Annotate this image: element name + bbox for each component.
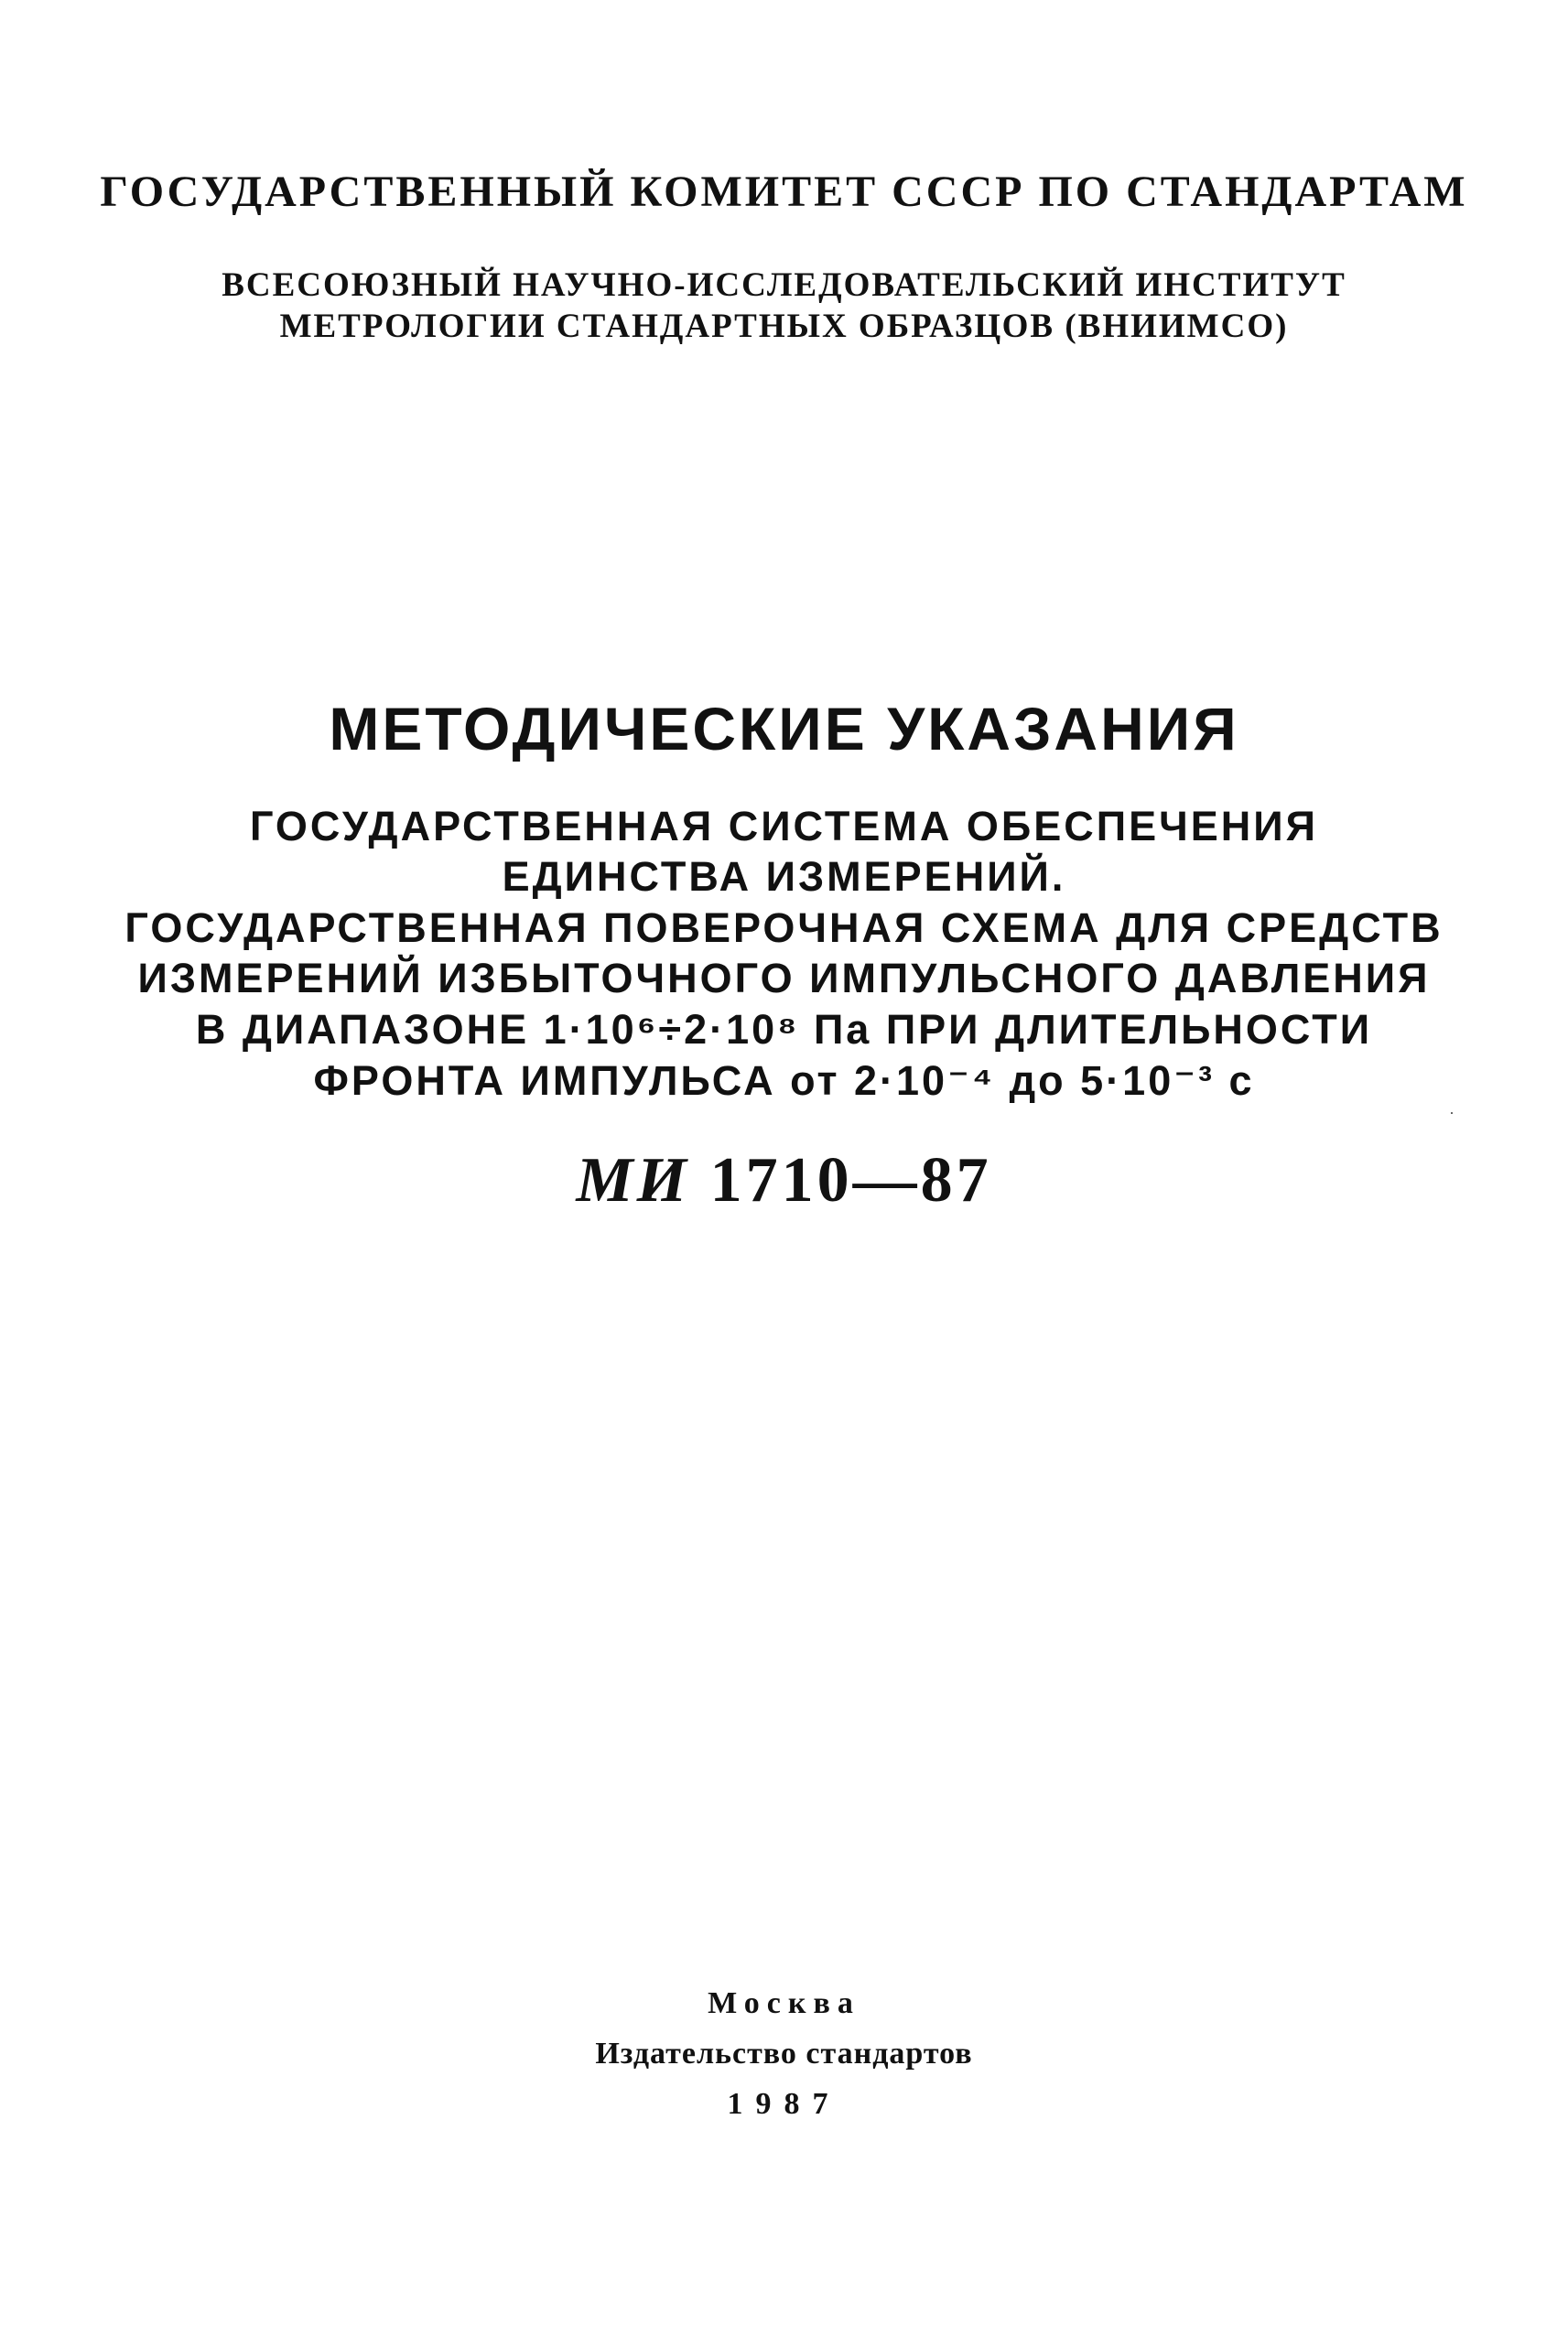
title-line-1: ГОСУДАРСТВЕННАЯ СИСТЕМА ОБЕСПЕЧЕНИЯ <box>250 803 1318 849</box>
imprint-city: Москва <box>708 1986 860 2020</box>
imprint-year: 1987 <box>727 2087 841 2121</box>
imprint-publisher: Издательство стандартов <box>595 2037 973 2071</box>
title-line-6: ФРОНТА ИМПУЛЬСА от 2·10⁻⁴ до 5·10⁻³ с <box>313 1057 1255 1104</box>
title-line-2: ЕДИНСТВА ИЗМЕРЕНИЙ. <box>502 853 1066 900</box>
designation-prefix: МИ <box>576 1145 691 1216</box>
document-type: МЕТОДИЧЕСКИЕ УКАЗАНИЯ <box>329 695 1239 762</box>
institute-name-line-1: ВСЕСОЮЗНЫЙ НАУЧНО-ИССЛЕДОВАТЕЛЬСКИЙ ИНСТИТУТ <box>222 266 1346 304</box>
document-designation <box>0 1144 1568 1217</box>
designation-number: 1710—87 <box>709 1145 992 1216</box>
committee-name: ГОСУДАРСТВЕННЫЙ КОМИТЕТ СССР ПО СТАНДАРТАМ <box>100 168 1468 216</box>
institute-name-line-2: МЕТРОЛОГИИ СТАНДАРТНЫХ ОБРАЗЦОВ (ВНИИМСО) <box>279 308 1289 345</box>
title-line-5: В ДИАПАЗОНЕ 1·10⁶÷2·10⁸ Па ПРИ ДЛИТЕЛЬНОСТИ <box>195 1006 1373 1053</box>
scan-speck <box>1451 1112 1453 1114</box>
title-line-4: ИЗМЕРЕНИЙ ИЗБЫТОЧНОГО ИМПУЛЬСНОГО ДАВЛЕНИЯ <box>137 955 1431 1001</box>
title-line-3: ГОСУДАРСТВЕННАЯ ПОВЕРОЧНАЯ СХЕМА ДЛЯ СРЕДСТВ <box>124 904 1444 951</box>
